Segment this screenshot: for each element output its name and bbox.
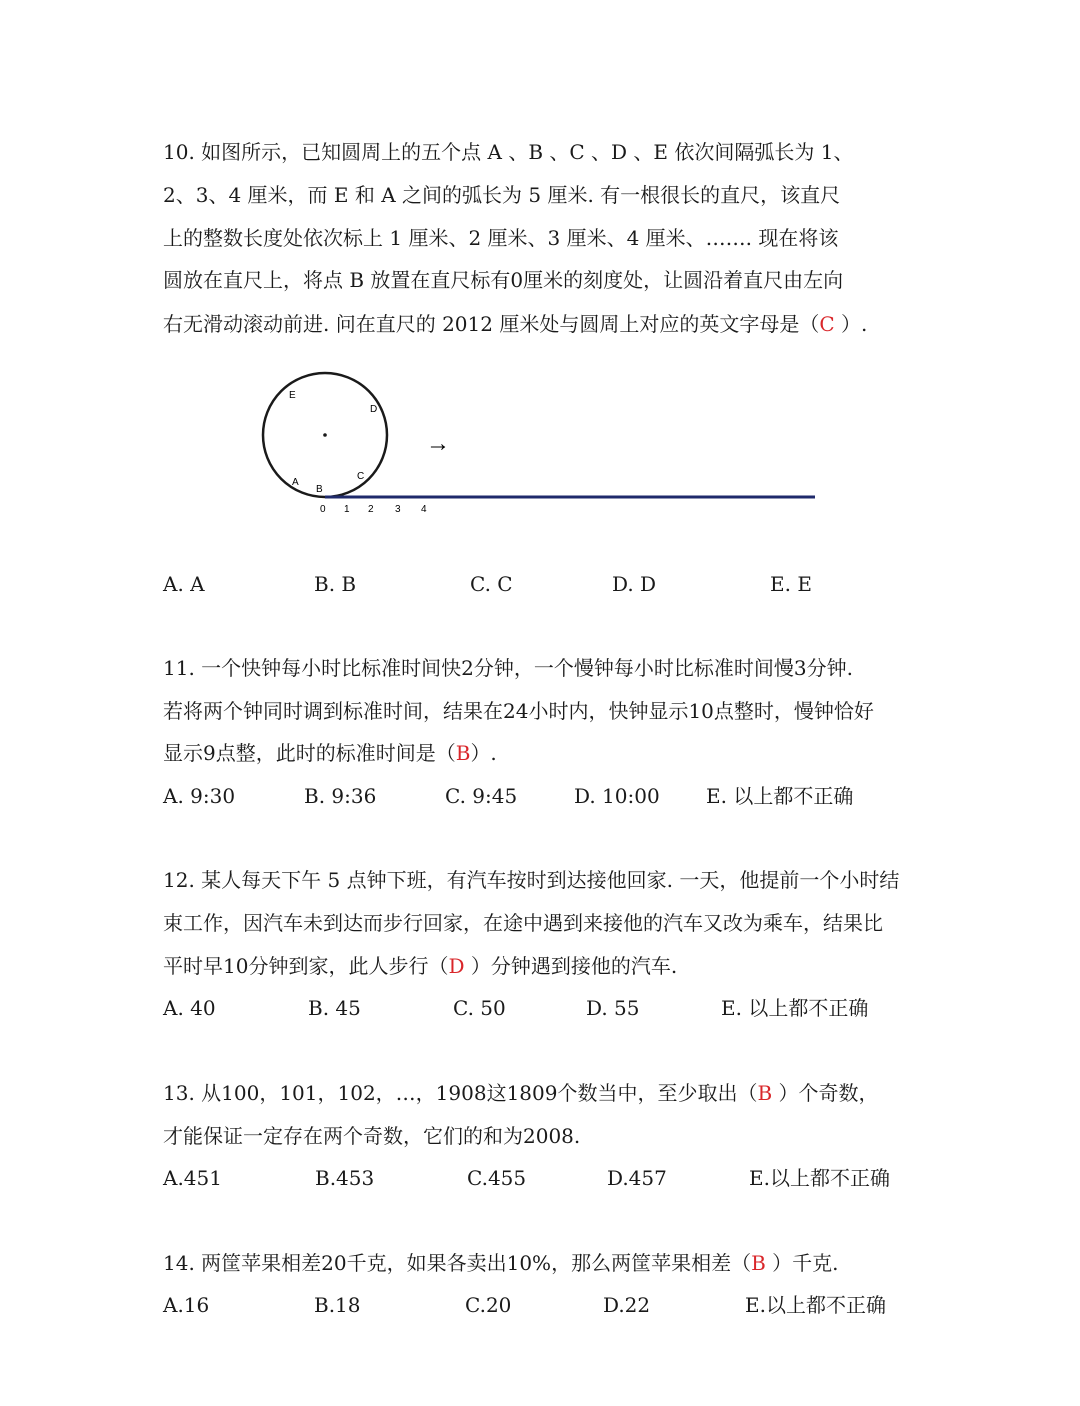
q12-option-e[interactable]: E. 以上都不正确	[721, 996, 869, 1020]
q14-option-a[interactable]: A.16	[163, 1293, 210, 1317]
q11-answer: B	[455, 741, 471, 765]
q11-line-2: 若将两个钟同时调到标准时间，结果在24小时内，快钟显示10点整时，慢钟恰好	[163, 699, 874, 723]
q10-option-d[interactable]: D. D	[612, 572, 657, 596]
q10-option-c[interactable]: C. C	[470, 572, 513, 596]
q14-option-d[interactable]: D.22	[603, 1293, 651, 1317]
ruler-tick-3: 3	[395, 504, 401, 515]
q12-option-b[interactable]: B. 45	[308, 996, 361, 1020]
q11-option-d[interactable]: D. 10:00	[574, 784, 660, 808]
point-label-b: B	[316, 484, 323, 495]
q14-answer: B	[751, 1251, 766, 1275]
q14-line-1-text: 14. 两筐苹果相差20千克，如果各卖出10%，那么两筐苹果相差（	[163, 1251, 752, 1275]
q12-option-c[interactable]: C. 50	[453, 996, 506, 1020]
q14-option-e[interactable]: E.以上都不正确	[745, 1293, 886, 1317]
q13-option-b[interactable]: B.453	[315, 1166, 375, 1190]
wheel-center-dot	[323, 433, 327, 437]
q13-option-d[interactable]: D.457	[607, 1166, 667, 1190]
q12-option-a[interactable]: A. 40	[163, 996, 216, 1020]
q11-line-3-text: 显示9点整，此时的标准时间是（	[163, 741, 456, 765]
q14-line-1	[163, 1250, 923, 1276]
q13-option-a[interactable]: A.451	[163, 1166, 222, 1190]
q13-option-e[interactable]: E.以上都不正确	[749, 1166, 890, 1190]
q14-line-1-tail: ）千克.	[765, 1251, 839, 1275]
q11-option-a[interactable]: A. 9:30	[163, 784, 236, 808]
q11-option-e[interactable]: E. 以上都不正确	[706, 784, 854, 808]
q11-option-c[interactable]: C. 9:45	[445, 784, 518, 808]
q11-line-1: 11. 一个快钟每小时比标准时间快2分钟，一个慢钟每小时比标准时间慢3分钟.	[163, 656, 853, 680]
q10-line-1: 10. 如图所示，已知圆周上的五个点 A 、B 、C 、D 、E 依次间隔弧长为 1、	[163, 140, 854, 164]
q13-line-1-text: 13. 从100，101，102，…，1908这1809个数当中，至少取出（	[163, 1081, 758, 1105]
q13-line-1	[163, 1080, 923, 1106]
q10-answer: C	[819, 312, 835, 336]
q12-line-3-tail: ）分钟遇到接他的汽车.	[464, 954, 678, 978]
q12-line-3-text: 平时早10分钟到家，此人步行（	[163, 954, 449, 978]
right-arrow-icon: →	[426, 430, 450, 457]
q10-line-5-tail: ）.	[834, 312, 868, 336]
q11-line-3-tail: ）.	[470, 741, 497, 765]
point-label-e: E	[289, 390, 296, 401]
q12-line-2: 束工作，因汽车未到达而步行回家，在途中遇到来接他的汽车又改为乘车，结果比	[163, 911, 883, 935]
q10-option-a[interactable]: A. A	[163, 572, 205, 596]
q13-option-c[interactable]: C.455	[467, 1166, 527, 1190]
q11-line-3	[163, 740, 923, 766]
ruler-tick-4: 4	[421, 504, 427, 515]
q10-line-5	[163, 311, 923, 337]
q11-option-b[interactable]: B. 9:36	[304, 784, 377, 808]
q10-option-e[interactable]: E. E	[770, 572, 812, 596]
ruler-tick-2: 2	[368, 504, 374, 515]
q14-option-b[interactable]: B.18	[314, 1293, 361, 1317]
q13-line-1-tail: ）个奇数，	[772, 1081, 879, 1105]
ruler-tick-0: 0	[320, 504, 326, 515]
q10-line-5-text: 右无滑动滚动前进. 问在直尺的 2012 厘米处与圆周上对应的英文字母是（	[163, 312, 820, 336]
q10-line-3: 上的整数长度处依次标上 1 厘米、2 厘米、3 厘米、4 厘米、……. 现在将该	[163, 226, 839, 250]
q10-line-2: 2、3、4 厘米，而 E 和 A 之间的弧长为 5 厘米. 有一根很长的直尺，该直尺	[163, 183, 841, 207]
q10-option-b[interactable]: B. B	[314, 572, 357, 596]
point-label-c: C	[357, 471, 365, 482]
q12-answer: D	[448, 954, 465, 978]
point-label-d: D	[370, 404, 378, 415]
q13-answer: B	[757, 1081, 773, 1105]
q14-option-c[interactable]: C.20	[465, 1293, 512, 1317]
q12-option-d[interactable]: D. 55	[586, 996, 640, 1020]
q12-line-1: 12. 某人每天下午 5 点钟下班，有汽车按时到达接他回家. 一天，他提前一个小时结	[163, 868, 900, 892]
point-label-a: A	[292, 477, 299, 488]
ruler-tick-1: 1	[344, 504, 350, 515]
q12-line-3	[163, 953, 923, 979]
q10-line-4: 圆放在直尺上，将点 B 放置在直尺标有0厘米的刻度处，让圆沿着直尺由左向	[163, 268, 844, 292]
q13-line-2: 才能保证一定存在两个奇数，它们的和为2008.	[163, 1124, 581, 1148]
q10-figure	[250, 365, 830, 525]
